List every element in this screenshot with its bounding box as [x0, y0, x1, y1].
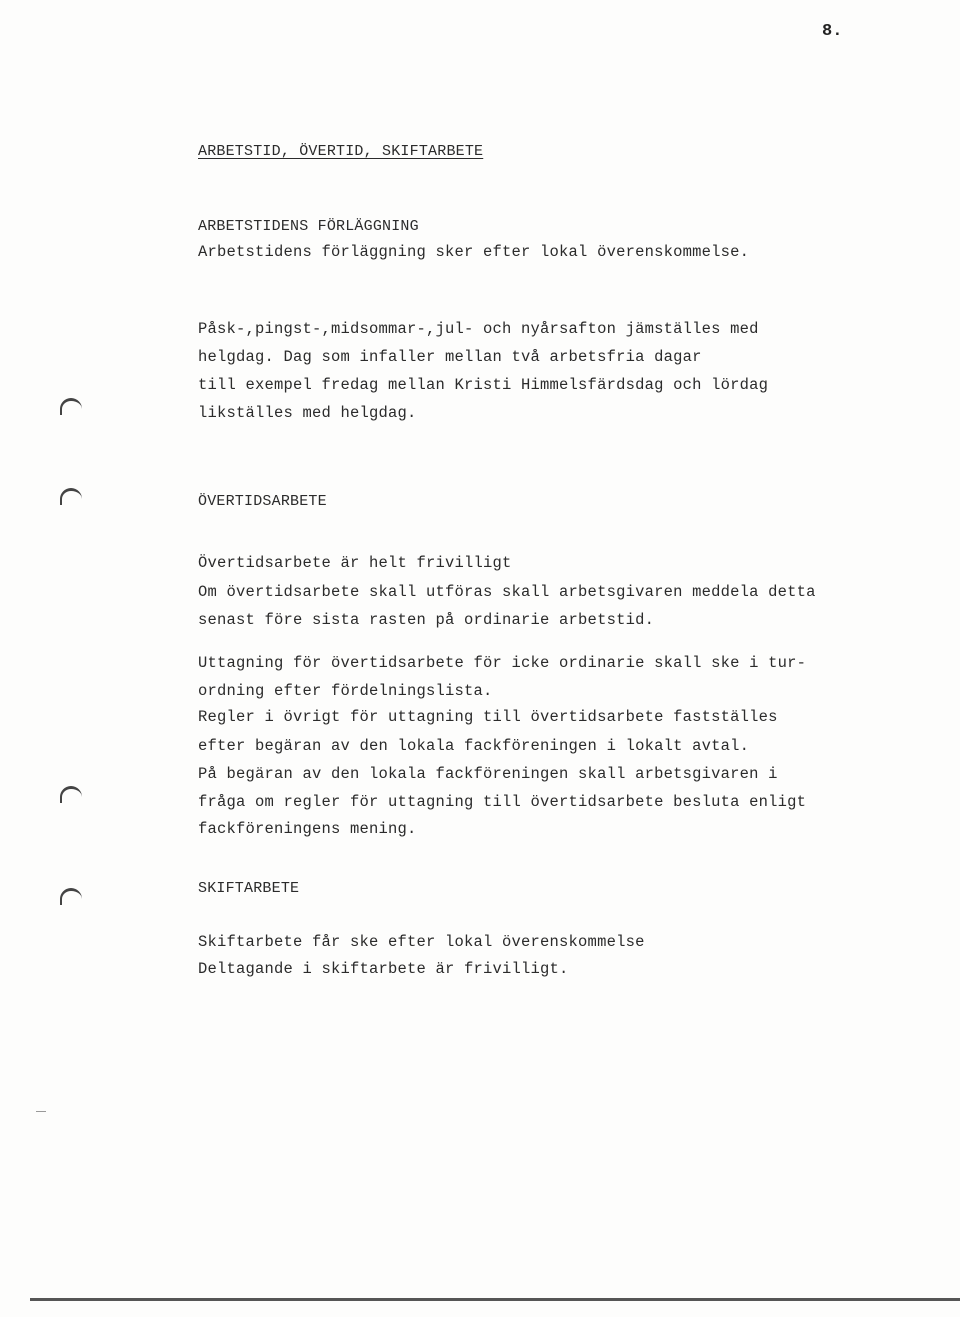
body-line: helgdag. Dag som infaller mellan två arbetsfria dagar — [198, 348, 702, 366]
section-title: ARBETSTID, ÖVERTID, SKIFTARBETE — [198, 143, 484, 160]
body-line: Regler i övrigt för uttagning till övertidsarbete fastställes — [198, 708, 778, 726]
body-line: Övertidsarbete är helt frivilligt — [198, 554, 512, 572]
body-line: Skiftarbete får ske efter lokal överenskommelse — [198, 933, 645, 951]
subheading-overtidsarbete: ÖVERTIDSARBETE — [198, 493, 327, 510]
binder-hole-mark — [60, 888, 82, 905]
body-line: fråga om regler för uttagning till övertidsarbete besluta enligt — [198, 793, 807, 811]
body-line: fackföreningens mening. — [198, 820, 417, 838]
binder-hole-mark — [60, 488, 82, 505]
body-line: Arbetstidens förläggning sker efter lokal överenskommelse. — [198, 243, 750, 261]
margin-tick-mark — [36, 1111, 46, 1112]
subheading-arbetstidens-forlaggning: ARBETSTIDENS FÖRLÄGGNING — [198, 218, 419, 235]
binder-hole-mark — [60, 786, 82, 803]
binder-hole-mark — [60, 398, 82, 415]
body-line: Påsk-,pingst-,midsommar-,jul- och nyårsafton jämställes med — [198, 320, 759, 338]
body-line: efter begäran av den lokala fackföreningen i lokalt avtal. — [198, 737, 750, 755]
body-line: likställes med helgdag. — [198, 404, 417, 422]
page-number: 8. — [822, 22, 843, 41]
body-line: Deltagande i skiftarbete är frivilligt. — [198, 960, 569, 978]
body-line: senast före sista rasten på ordinarie arbetstid. — [198, 611, 655, 629]
body-line: Uttagning för övertidsarbete för icke ordinarie skall ske i tur- — [198, 654, 807, 672]
subheading-skiftarbete: SKIFTARBETE — [198, 880, 300, 897]
body-line: Om övertidsarbete skall utföras skall arbetsgivaren meddela detta — [198, 583, 816, 601]
body-line: ordning efter fördelningslista. — [198, 682, 493, 700]
bottom-edge-rule — [30, 1298, 960, 1301]
body-line: till exempel fredag mellan Kristi Himmelsfärdsdag och lördag — [198, 376, 769, 394]
body-line: På begäran av den lokala fackföreningen skall arbetsgivaren i — [198, 765, 778, 783]
